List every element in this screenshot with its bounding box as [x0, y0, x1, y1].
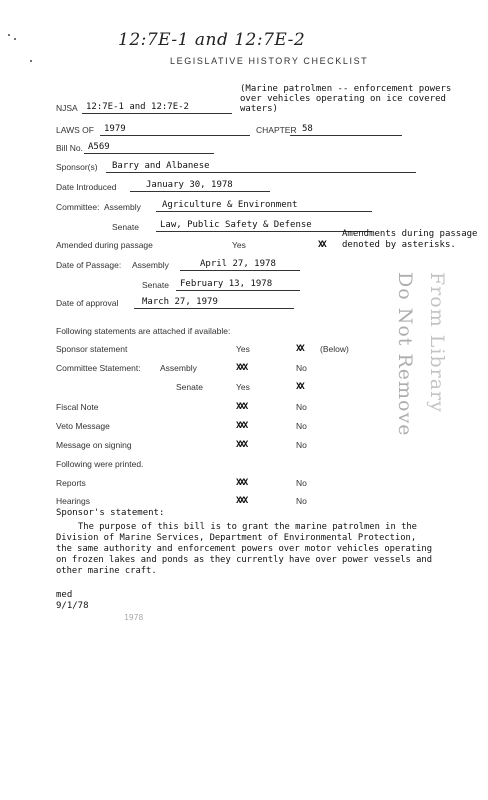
statement-sub: Assembly: [160, 363, 197, 373]
njsa-value: 12:7E-1 and 12:7E-2: [86, 102, 189, 112]
sponsor-statement-heading: Sponsor's statement:: [56, 508, 165, 518]
printed-label: Hearings: [56, 496, 91, 506]
scan-speck: [8, 34, 10, 36]
statement-label: Committee Statement:: [56, 363, 141, 373]
printed-heading: Following were printed.: [56, 459, 144, 469]
passage-senate-value: February 13, 1978: [180, 279, 273, 289]
sponsor-statement-body: [56, 522, 476, 577]
passage-senate-label: Senate: [142, 280, 169, 290]
handwritten-header: 12:7E-1 and 12:7E-2: [118, 30, 306, 50]
attached-heading: Following statements are attached if available:: [56, 326, 231, 336]
sponsor-statement-line: Division of Marine Services, Department of Environmental Protection,: [56, 533, 417, 543]
sponsors-label: Sponsor(s): [56, 162, 98, 172]
bill-no-underline: [84, 153, 214, 154]
subject-note-line: (Marine patrolmen -- enforcement powers: [240, 84, 452, 94]
date-of-approval-value: March 27, 1979: [142, 297, 218, 307]
statement-label: Sponsor statement: [56, 344, 128, 354]
laws-of-value: 1979: [104, 124, 126, 134]
statement-no: XX: [296, 382, 303, 392]
form-title: LEGISLATIVE HISTORY CHECKLIST: [170, 56, 369, 66]
printed-label: Reports: [56, 478, 86, 488]
amended-note-line: Amendments during passage: [342, 229, 478, 239]
amended-label: Amended during passage: [56, 240, 153, 250]
subject-note-line: over vehicles operating on ice covered: [240, 94, 446, 104]
statement-yes: XXX: [236, 421, 247, 431]
committee-assembly-label: Assembly: [104, 202, 141, 212]
chapter-label: CHAPTER: [256, 125, 297, 135]
amended-mark: XX: [318, 240, 325, 250]
committee-senate-underline: [156, 231, 372, 232]
amended-note-line: denoted by asterisks.: [342, 240, 456, 250]
bill-no-value: A569: [88, 142, 110, 152]
statement-label: Fiscal Note: [56, 402, 99, 412]
sponsors-value: Barry and Albanese: [112, 161, 210, 171]
chapter-underline: [290, 135, 402, 136]
date-introduced-value: January 30, 1978: [146, 180, 233, 190]
statement-no: No: [296, 363, 307, 373]
passage-assembly-value: April 27, 1978: [200, 259, 276, 269]
printed-yes: XXX: [236, 478, 247, 488]
printed-no: No: [296, 496, 307, 506]
scan-speck: [30, 60, 32, 62]
amended-note: [342, 229, 477, 251]
subject-note-line: waters): [240, 104, 278, 114]
committee-senate-label: Senate: [112, 222, 139, 232]
passage-assembly-underline: [180, 270, 300, 271]
njsa-label: NJSA: [56, 103, 78, 113]
committee-label: Committee:: [56, 202, 100, 212]
statement-yes: Yes: [236, 382, 250, 392]
statement-no: No: [296, 440, 307, 450]
sponsor-statement-line: The purpose of this bill is to grant the marine patrolmen in the: [78, 522, 417, 532]
date-introduced-label: Date Introduced: [56, 182, 117, 192]
date-introduced-underline: [130, 191, 270, 192]
statement-yes: XXX: [236, 363, 247, 373]
sponsor-statement-line: on frozen lakes and ponds as they currently have over power vessels and: [56, 555, 433, 565]
date-of-passage-label: Date of Passage:: [56, 260, 122, 270]
passage-assembly-label: Assembly: [132, 260, 169, 270]
initials: med: [56, 590, 73, 600]
statement-extra: (Below): [320, 344, 349, 354]
printed-yes: XXX: [236, 496, 247, 506]
faint-stamp: 1978: [124, 613, 144, 622]
statement-yes: XXX: [236, 402, 247, 412]
statement-no: No: [296, 402, 307, 412]
statement-label: Veto Message: [56, 421, 110, 431]
committee-assembly-underline: [156, 211, 372, 212]
statement-yes: Yes: [236, 344, 250, 354]
library-stamp-line: From Library: [426, 272, 448, 413]
chapter-value: 58: [302, 124, 313, 134]
committee-senate-value: Law, Public Safety & Defense: [160, 220, 312, 230]
laws-of-underline: [100, 135, 250, 136]
committee-assembly-value: Agriculture & Environment: [162, 200, 298, 210]
scan-speck: [14, 38, 16, 40]
initials-date: 9/1/78: [56, 601, 89, 611]
library-stamp-line: Do Not Remove: [394, 272, 416, 437]
statement-sub: Senate: [176, 382, 203, 392]
sponsor-statement-line: the same authority and enforcement powers over motor vehicles operating: [56, 544, 433, 554]
sponsors-underline: [106, 172, 416, 173]
njsa-underline: [82, 113, 232, 114]
date-of-approval-underline: [134, 308, 294, 309]
subject-note: [240, 84, 476, 114]
laws-of-label: LAWS OF: [56, 125, 94, 135]
statement-no: XX: [296, 344, 303, 354]
amended-yes: Yes: [232, 240, 246, 250]
bill-no-label: Bill No.: [56, 143, 83, 153]
printed-no: No: [296, 478, 307, 488]
date-of-approval-label: Date of approval: [56, 298, 119, 308]
statement-no: No: [296, 421, 307, 431]
passage-senate-underline: [176, 290, 300, 291]
statement-yes: XXX: [236, 440, 247, 450]
statement-label: Message on signing: [56, 440, 132, 450]
sponsor-statement-line: other marine craft.: [56, 566, 157, 576]
